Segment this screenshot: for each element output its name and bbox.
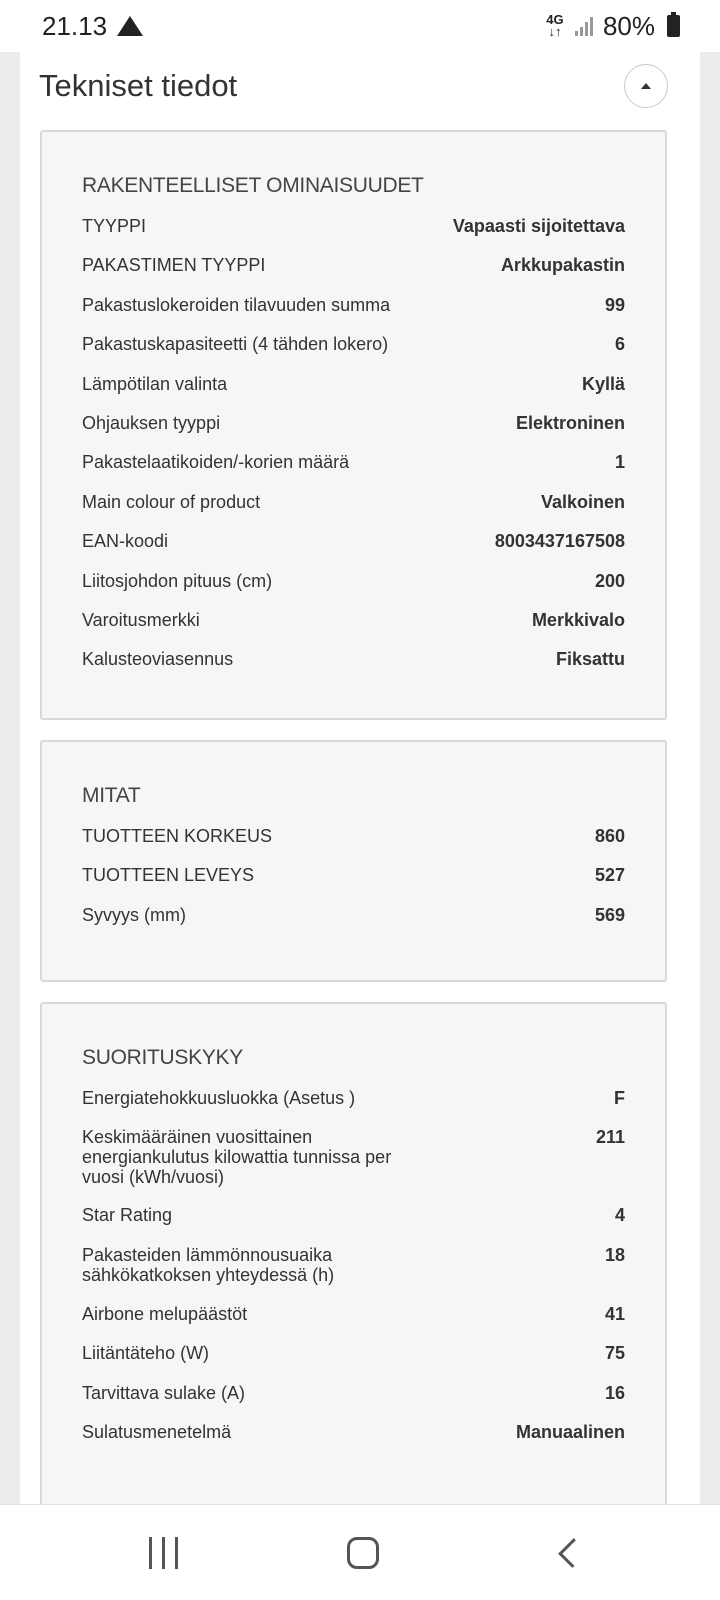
caret-up-icon — [641, 83, 651, 89]
recent-apps-button[interactable] — [145, 1533, 181, 1573]
spec-key: Pakastuslokeroiden tilavuuden summa — [82, 294, 391, 315]
spec-row — [82, 255, 625, 294]
spec-value: 99 — [604, 294, 625, 315]
spec-row — [82, 413, 625, 452]
spec-key: Airbone melupäästöt — [82, 1303, 248, 1324]
spec-row — [82, 826, 625, 865]
spec-value: 527 — [594, 865, 625, 886]
spec-value: 8003437167508 — [494, 531, 625, 552]
spec-value: Manuaalinen — [515, 1421, 625, 1442]
spec-key: Varoitusmerkki — [82, 609, 200, 630]
recents-icon — [175, 1537, 178, 1569]
spec-value: 75 — [604, 1343, 625, 1364]
status-bar — [0, 0, 720, 52]
spec-row — [82, 374, 625, 413]
spec-row — [82, 295, 625, 334]
page-header — [20, 52, 700, 122]
spec-row — [82, 905, 625, 944]
network-type-label: 4G — [546, 12, 564, 27]
section-title: SUORITUSKYKY — [82, 1046, 243, 1069]
recents-icon — [149, 1537, 152, 1569]
spec-key: Liitosjohdon pituus (cm) — [82, 570, 273, 591]
spec-key: TYYPPI — [82, 216, 147, 236]
spec-key: Liitäntäteho (W) — [82, 1343, 210, 1364]
spec-key: Star Rating — [82, 1205, 173, 1226]
status-left — [42, 11, 143, 42]
spec-key: Lämpötilan valinta — [82, 373, 228, 394]
spec-key: Pakastuskapasiteetti (4 tähden lokero) — [82, 334, 389, 355]
spec-row — [82, 334, 625, 373]
spec-value: 6 — [614, 334, 625, 355]
spec-row — [82, 1127, 625, 1205]
navigation-bar — [0, 1504, 720, 1600]
spec-value: Vapaasti sijoitettava — [452, 216, 625, 236]
spec-value: Valkoinen — [540, 491, 625, 512]
spec-key: TUOTTEEN LEVEYS — [82, 865, 255, 886]
spec-value: 200 — [594, 570, 625, 591]
spec-value: Elektroninen — [515, 412, 625, 433]
spec-key: Tarvittava sulake (A) — [82, 1382, 246, 1403]
spec-key: Pakasteiden lämmönnousuaika sähkökatkoksen yhteydessä (h) — [82, 1244, 335, 1285]
spec-row — [82, 610, 625, 649]
battery-icon — [667, 15, 680, 37]
notification-triangle-icon — [117, 16, 143, 36]
spec-row — [82, 216, 625, 255]
spec-value: 4 — [614, 1205, 625, 1226]
battery-percent: 80% — [602, 10, 655, 41]
spec-row — [82, 1205, 625, 1244]
spec-key: PAKASTIMEN TYYPPI — [82, 255, 266, 276]
spec-value: 1 — [614, 452, 625, 473]
spec-key: Syvyys (mm) — [82, 904, 186, 925]
section-structural — [40, 130, 667, 720]
spec-key: TUOTTEEN KORKEUS — [82, 826, 273, 846]
spec-value: 860 — [594, 826, 625, 846]
spec-row — [82, 1383, 625, 1422]
spec-row — [82, 1304, 625, 1343]
home-button[interactable] — [345, 1533, 381, 1573]
spec-value: Kyllä — [581, 373, 625, 394]
spec-value: 41 — [604, 1303, 625, 1324]
section-performance — [40, 1002, 667, 1504]
spec-value: 211 — [595, 1127, 625, 1148]
status-right — [545, 11, 680, 42]
spec-row — [82, 1088, 625, 1127]
spec-row — [82, 649, 625, 688]
spec-value: 16 — [604, 1382, 625, 1403]
spec-key: Ohjauksen tyyppi — [82, 412, 221, 433]
spec-key: Keskimääräinen vuosittainen energiankulutus kilowattia tunnissa per vuosi (kWh/vuosi) — [82, 1127, 392, 1188]
home-icon — [347, 1537, 379, 1569]
section-title: MITAT — [82, 784, 141, 807]
spec-key: Sulatusmenetelmä — [82, 1421, 232, 1442]
status-time: 21.13 — [42, 10, 108, 41]
spec-row — [82, 865, 625, 904]
back-chevron-icon — [558, 1538, 588, 1568]
spec-key: Main colour of product — [82, 491, 261, 512]
spec-key: Kalusteoviasennus — [82, 649, 234, 670]
section-title: RAKENTEELLISET OMINAISUUDET — [82, 174, 424, 197]
spec-row — [82, 571, 625, 610]
spec-key: Pakastelaatikoiden/-korien määrä — [82, 452, 350, 473]
recents-icon — [162, 1537, 165, 1569]
spec-row — [82, 1245, 625, 1304]
spec-value: F — [614, 1088, 625, 1108]
spec-value: Fiksattu — [555, 649, 625, 670]
spec-row — [82, 452, 625, 491]
spec-value: Arkkupakastin — [500, 255, 625, 276]
section-dimensions — [40, 740, 667, 982]
spec-row — [82, 1343, 625, 1382]
network-type: 4G ↓↑ — [546, 12, 564, 39]
spec-value: 569 — [594, 904, 625, 925]
spec-page — [20, 52, 700, 1504]
spec-row — [82, 1422, 625, 1461]
spec-value: 18 — [604, 1244, 625, 1265]
spec-key: Energiatehokkuusluokka (Asetus ) — [82, 1088, 356, 1108]
spec-row — [82, 492, 625, 531]
spec-key: EAN-koodi — [82, 531, 169, 552]
page-title: Tekniset tiedot — [39, 68, 238, 103]
signal-strength-icon — [575, 16, 593, 36]
collapse-button[interactable] — [624, 64, 668, 108]
spec-value: Merkkivalo — [531, 609, 625, 630]
spec-row — [82, 531, 625, 570]
back-button[interactable] — [553, 1533, 583, 1573]
